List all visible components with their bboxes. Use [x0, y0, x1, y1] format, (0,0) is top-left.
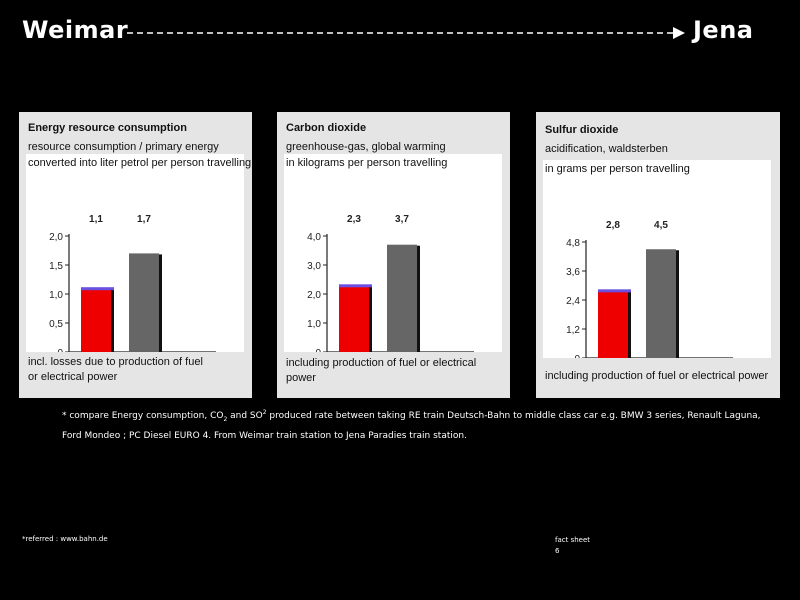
energy-chart [26, 154, 244, 352]
y-tick-label: 2,4 [566, 296, 580, 307]
chart-area [543, 160, 771, 358]
bar-car [129, 253, 159, 352]
panel-unit-label: in kilograms per person travelling [286, 157, 448, 169]
note-superscript: 2 [262, 409, 267, 416]
panel-subtitle: resource consumption / primary energy [28, 141, 219, 153]
y-tick-label: 1,2 [566, 325, 580, 336]
note-text: * compare Energy consumption, CO [62, 411, 224, 421]
panel-footnote: including production of fuel or electrical power [286, 357, 477, 384]
plot-group [566, 220, 733, 358]
panel-subtitle: greenhouse-gas, global warming [286, 141, 446, 153]
bar-shadow [111, 289, 114, 352]
sulfur-dioxide-chart [543, 160, 771, 358]
y-tick-label: 3,0 [307, 261, 321, 272]
y-tick-label: 4,0 [307, 232, 321, 243]
comparison-note [62, 405, 762, 444]
note-text: produced rate between taking RE train Deutsch-Bahn to middle class car e.g. BMW 3 series, Renault Laguna, Ford Mondeo ; PC Diesel EURO 4. From Weimar train station to Jena Paradies train station. [62, 411, 761, 441]
plot-group [49, 214, 216, 352]
y-tick-label [315, 348, 321, 352]
bar-shadow [369, 286, 372, 352]
carbon-dioxide-chart [284, 154, 502, 352]
source-reference: *referred : www.bahn.de [22, 535, 108, 543]
panel-title: Energy resource consumption [28, 122, 187, 134]
chart-area [26, 154, 252, 352]
fact-sheet-text: fact sheet [555, 536, 591, 544]
y-tick-label: 2,0 [49, 232, 63, 243]
note-text: and SO [227, 411, 263, 421]
panel-unit-label: in grams per person travelling [545, 163, 690, 175]
bar-car [646, 249, 676, 358]
y-tick-label: 0,5 [49, 319, 63, 330]
destination-title: Jena [693, 16, 754, 44]
carbon-dioxide-panel [277, 112, 510, 398]
plot-group [307, 214, 474, 352]
bar-shadow [417, 246, 420, 352]
panel-footnote: incl. losses due to production of fuel or electrical power [28, 356, 203, 383]
value-label: 1,1 [89, 214, 103, 225]
bar-cap [339, 284, 372, 287]
y-tick-label [57, 348, 63, 352]
bar-shadow [676, 250, 679, 358]
bar-cap [598, 289, 631, 292]
panel-footnote: including production of fuel or electrical power [545, 370, 769, 382]
bar-cap [81, 287, 114, 290]
route-arrow-icon [127, 26, 687, 40]
energy-panel [19, 112, 252, 398]
origin-title: Weimar [22, 16, 129, 44]
panel-subtitle: acidification, waldsterben [545, 143, 668, 155]
y-tick-label: 1,0 [307, 319, 321, 330]
fact-sheet-label [555, 535, 590, 557]
panel-title: Sulfur dioxide [545, 124, 619, 136]
bar-shadow [159, 254, 162, 352]
y-tick-label: 3,6 [566, 267, 580, 278]
bar-train [339, 285, 369, 352]
panel-unit-label: converted into liter petrol per person travelling [28, 157, 252, 169]
y-tick-label: 1,0 [49, 290, 63, 301]
bar-train [598, 290, 628, 358]
header [0, 0, 800, 60]
value-label: 2,8 [606, 220, 620, 231]
y-tick-label [574, 354, 580, 358]
bar-shadow [628, 291, 631, 358]
bar-train [81, 288, 111, 352]
chart-area [284, 154, 502, 352]
bar-car [387, 245, 417, 352]
panel-title: Carbon dioxide [286, 122, 367, 134]
page-number: 6 [555, 547, 560, 555]
value-label: 3,7 [395, 214, 409, 225]
value-label: 1,7 [137, 214, 151, 225]
note-subscript: 2 [223, 415, 228, 423]
value-label: 4,5 [654, 220, 668, 231]
value-label: 2,3 [347, 214, 361, 225]
y-tick-label: 4,8 [566, 238, 580, 249]
y-tick-label: 1,5 [49, 261, 63, 272]
sulfur-dioxide-panel [536, 112, 780, 398]
y-tick-label: 2,0 [307, 290, 321, 301]
